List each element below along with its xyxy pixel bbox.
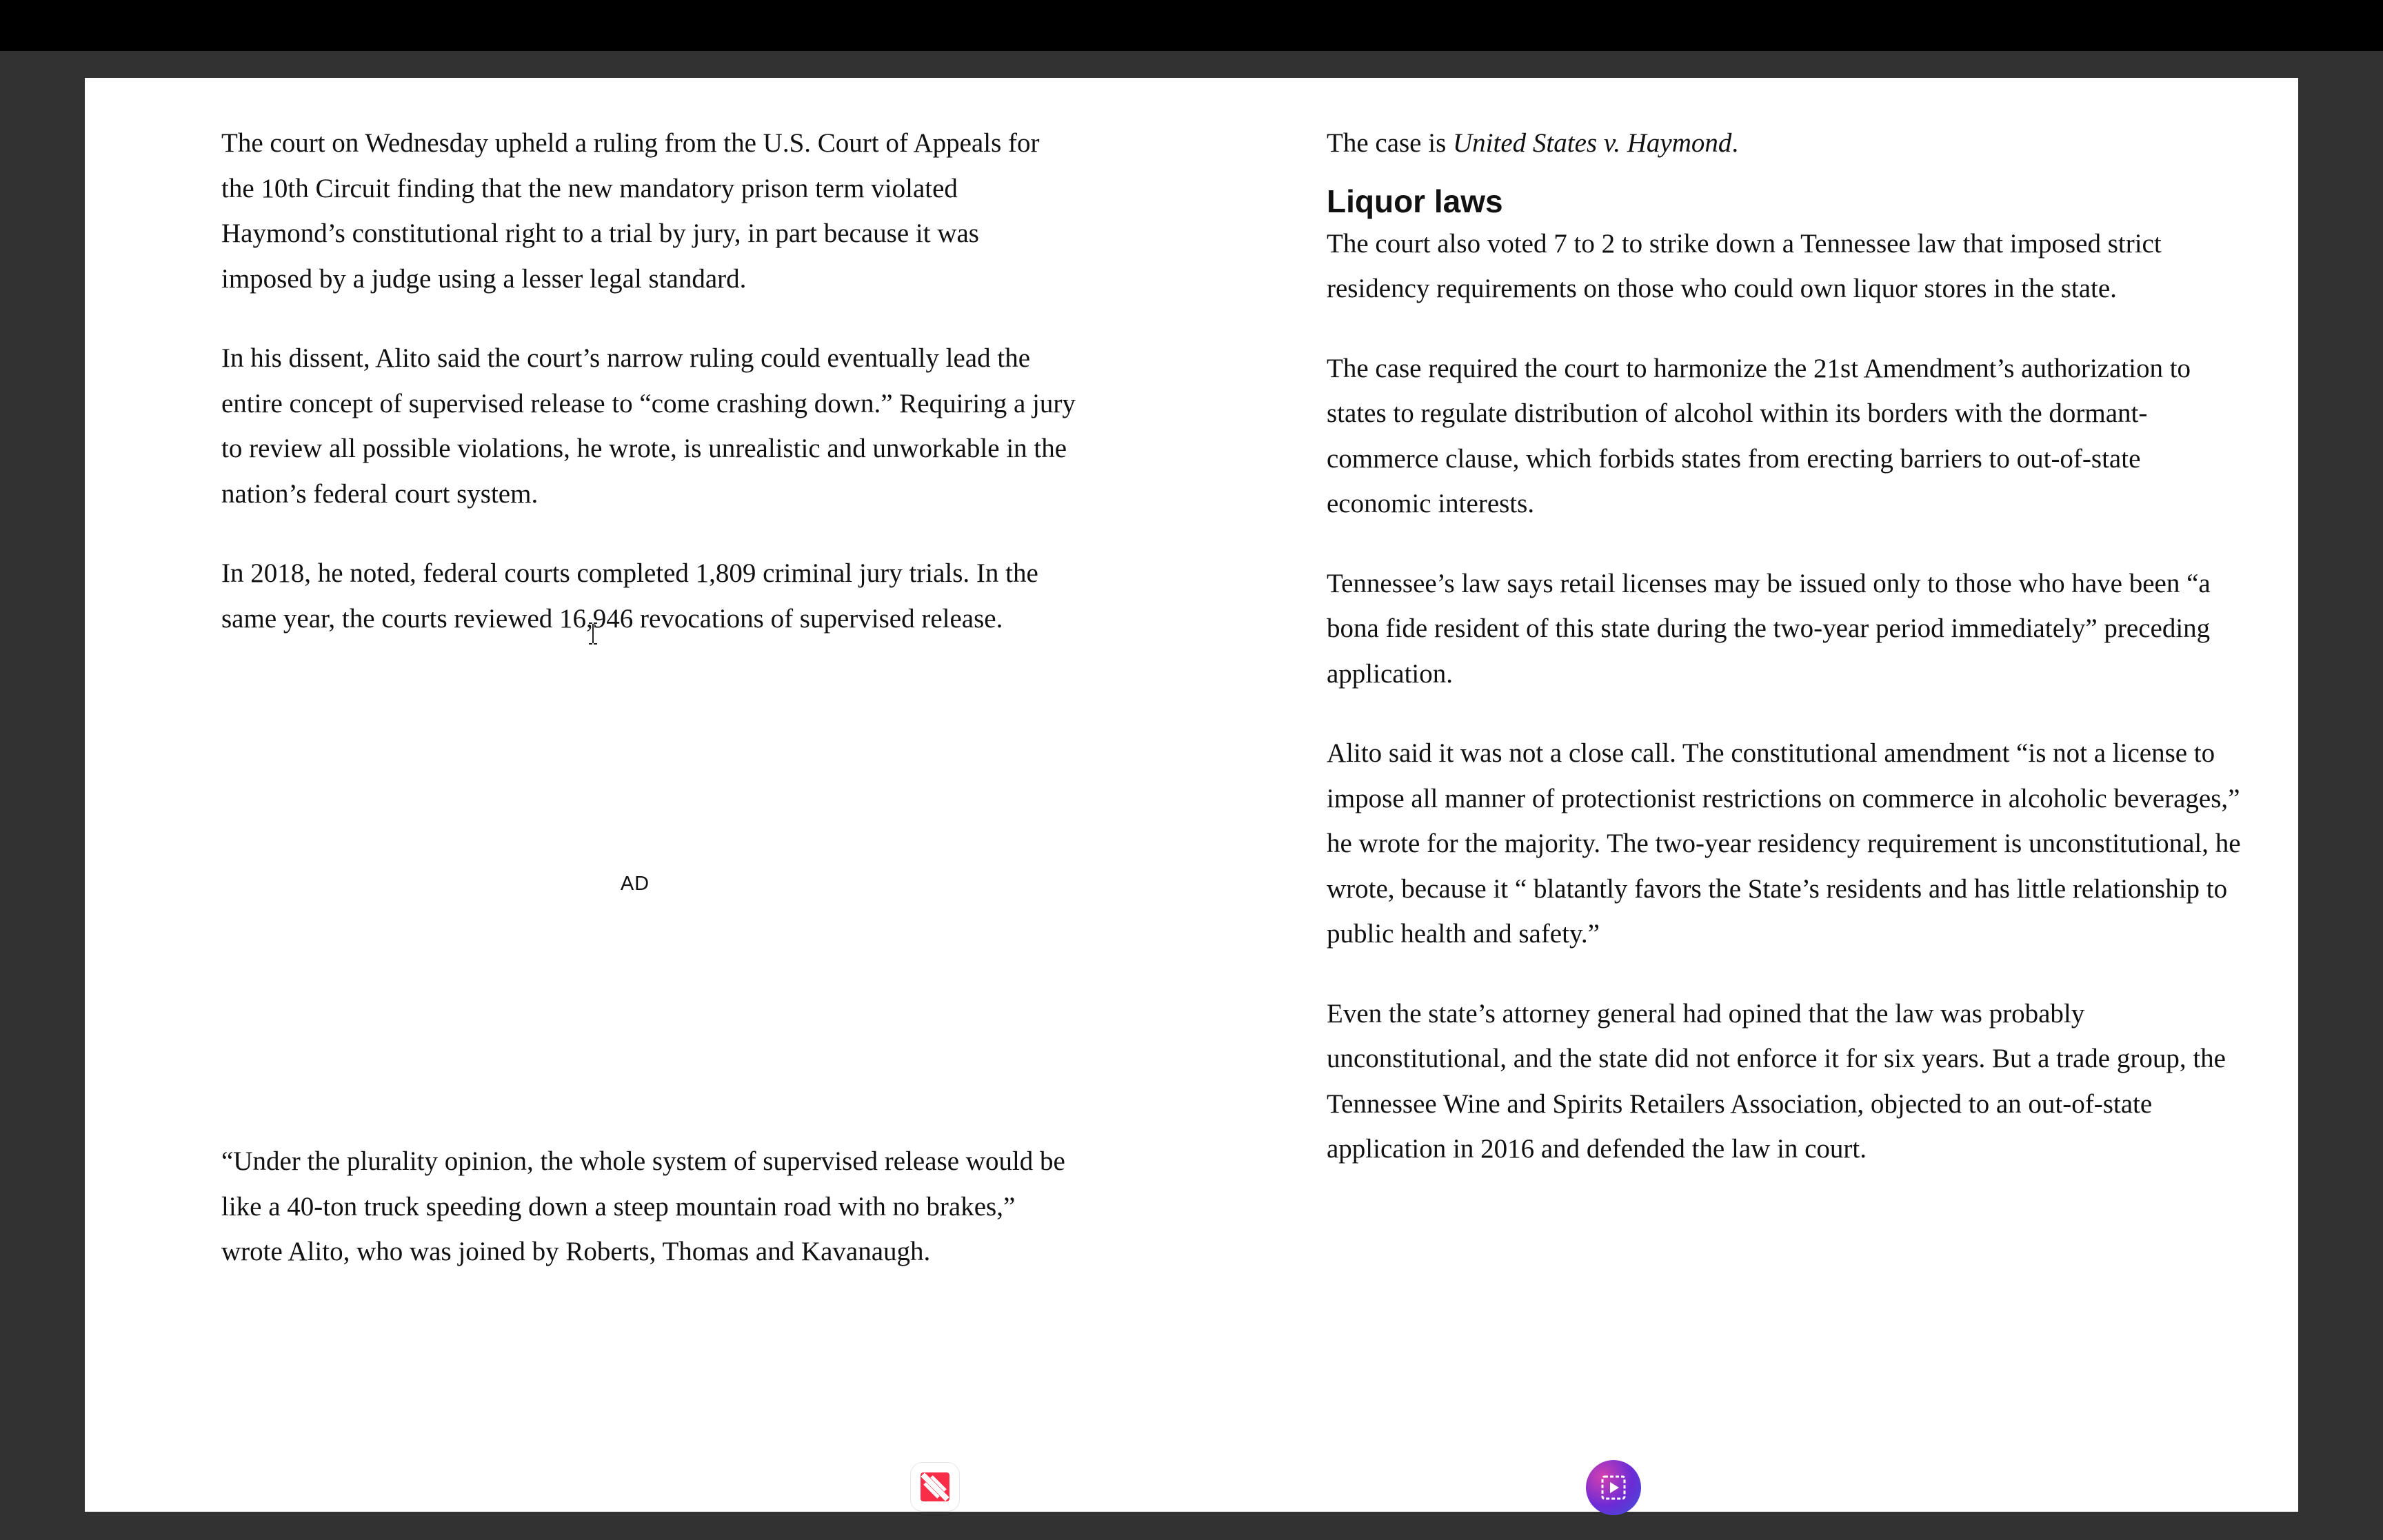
news-app-icon[interactable]	[910, 1462, 960, 1512]
paragraph: Even the state’s attorney general had opined that the law was probably unconstitutional, and the state did not enforce it for six years. But a trade group, the Tennessee Wine and Spirits Retailers Association, objected to an out-of-state application in 2016 and defended the law in court.	[1327, 998, 2226, 1164]
ad-slot[interactable]	[221, 641, 1076, 1139]
right-column	[1327, 121, 2244, 1206]
paragraph: “Under the plurality opinion, the whole system of supervised release would be like a 40-ton truck speeding down a steep mountain road with no brakes,” wrote Alito, who was joined by Roberts, Thomas and Kavanaugh.	[221, 1146, 1065, 1266]
case-name: United States v. Haymond	[1453, 128, 1732, 158]
paragraph: Tennessee’s law says retail licenses may be issued only to those who have been “a bona fide resident of this state during the two-year period immediately” preceding application.	[1327, 568, 2211, 689]
case-prefix: The case is	[1327, 128, 1454, 158]
paragraph: The court on Wednesday upheld a ruling from the U.S. Court of Appeals for the 10th Circuit finding that the new mandatory prison term violated Haymond’s constitutional right to a trial by jury, in part because it was imposed by a judge using a lesser legal standard.	[221, 128, 1040, 294]
paragraph: In his dissent, Alito said the court’s narrow ruling could eventually lead the entire concept of supervised release to “come crashing down.” Requiring a jury to review all possible violations, he wrote, is unrealistic and unworkable in the nation’s federal court system.	[221, 343, 1076, 509]
paragraph: In 2018, he noted, federal courts completed 1,809 criminal jury trials. In the same year, the courts reviewed 16,946 revocations of supervised release.	[221, 558, 1038, 634]
text-cursor-icon	[587, 622, 599, 645]
section-heading: Liquor laws	[1327, 183, 1503, 219]
top-menu-bar	[0, 0, 2383, 51]
paragraph: Alito said it was not a close call. The constitutional amendment “is not a license to impose all manner of protectionist restrictions on commerce in alcoholic beverages,” he wrote for the majority. The two-year residency requirement is unconstitutional, he wrote, because it “ blatantly favors the State’s residents and has little relationship to public health and safety.”	[1327, 738, 2241, 949]
paragraph: The court also voted 7 to 2 to strike down a Tennessee law that imposed strict residency requirements on those who could own liquor stores in the state.	[1327, 228, 2162, 303]
case-suffix: .	[1731, 128, 1739, 158]
ad-label: AD	[620, 873, 650, 895]
article-page	[85, 78, 2298, 1512]
screen-recorder-icon[interactable]	[1586, 1460, 1641, 1515]
paragraph: The case required the court to harmonize the 21st Amendment’s authorization to states to regulate distribution of alcohol within its borders with the dormant-commerce clause, which forbids states from erecting barriers to out-of-state economic interests.	[1327, 353, 2191, 518]
left-column	[221, 121, 1076, 1309]
case-citation	[1327, 121, 2244, 166]
